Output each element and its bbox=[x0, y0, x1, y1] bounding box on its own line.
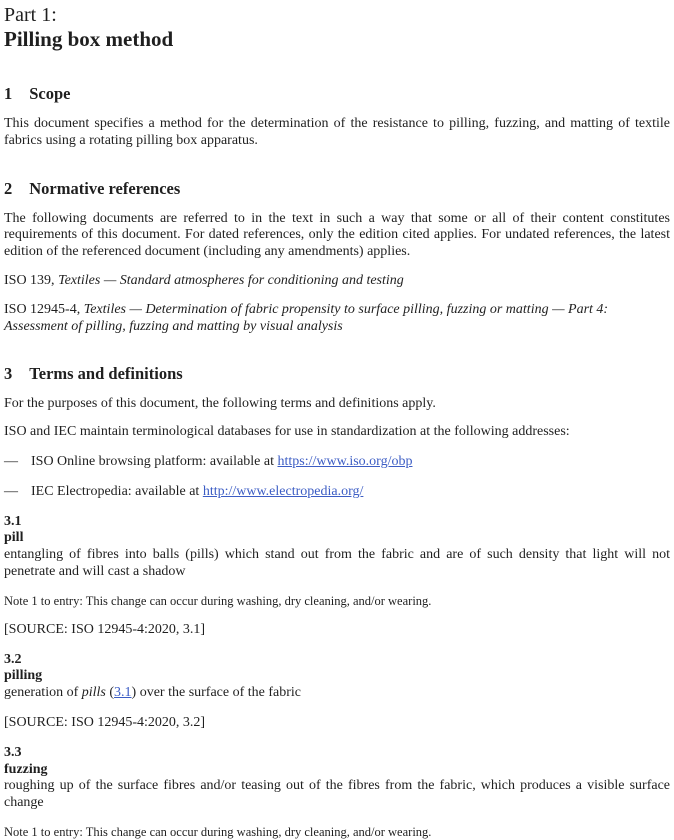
term-definition: entangling of fibres into balls (pills) which stand out from the fabric and are of such density that light will not penetrate and will cast a shadow bbox=[4, 547, 670, 579]
term-name: pill bbox=[4, 530, 24, 546]
list-item-content bbox=[31, 454, 412, 471]
list-item-text: IEC Electropedia: available at bbox=[31, 483, 203, 499]
definition-text: ) over the surface of the fabric bbox=[131, 685, 302, 701]
list-item-text: ISO Online browsing platform: available at bbox=[31, 454, 278, 470]
reference-label: ISO 12945-4, bbox=[4, 301, 84, 317]
list-item-iec-electropedia bbox=[4, 484, 670, 501]
term-definition: roughing up of the surface fibres and/or teasing out of the fibres from the fabric, which produces a visible surface change bbox=[4, 778, 670, 811]
term-note-3-3: Note 1 to entry: This change can occur during washing, dry cleaning, and/or wearing. bbox=[4, 824, 432, 839]
section-heading-terms-and-definitions bbox=[4, 365, 670, 384]
terminology-databases-paragraph: ISO and IEC maintain terminological databases for use in standardization at the following addresses: bbox=[4, 424, 570, 440]
section-number: 2 bbox=[4, 178, 13, 198]
reference-iso-12945-4 bbox=[4, 302, 670, 336]
doc-part-label: Part 1: bbox=[4, 4, 57, 26]
document-page bbox=[4, 3, 670, 840]
section-number: 3 bbox=[4, 364, 13, 384]
section-heading-normative-references bbox=[4, 180, 670, 199]
term-definition bbox=[4, 685, 670, 702]
doc-title: Pilling box method bbox=[4, 27, 174, 51]
reference-iso-139 bbox=[4, 273, 670, 290]
section-title: Normative references bbox=[29, 178, 181, 198]
section-title: Terms and definitions bbox=[29, 364, 183, 384]
term-note-3-1: Note 1 to entry: This change can occur during washing, dry cleaning, and/or wearing. bbox=[4, 593, 432, 608]
section-number: 1 bbox=[4, 84, 13, 104]
term-entry-3-2 bbox=[4, 652, 670, 702]
definition-term-italic: pills bbox=[81, 685, 106, 701]
reference-label: ISO 139, bbox=[4, 273, 59, 289]
term-source-3-1: [SOURCE: ISO 12945-4:2020, 3.1] bbox=[4, 621, 206, 637]
dash-bullet: — bbox=[4, 483, 18, 499]
link-cross-reference-3-1[interactable]: 3.1 bbox=[114, 685, 132, 701]
dash-bullet: — bbox=[4, 454, 18, 470]
list-item-content bbox=[31, 484, 363, 501]
term-number: 3.3 bbox=[4, 744, 22, 760]
term-number: 3.1 bbox=[4, 513, 22, 529]
term-entry-3-1 bbox=[4, 514, 670, 581]
scope-paragraph: This document specifies a method for the determination of the resistance to pilling, fuzzing, and matting of textile fabrics using a rotating pilling box apparatus. bbox=[4, 116, 670, 148]
reference-title: Textiles — Standard atmospheres for conditioning and testing bbox=[58, 273, 404, 289]
term-entry-3-3 bbox=[4, 745, 670, 812]
reference-title: Textiles — Determination of fabric propensity to surface pilling, fuzzing or matting — Part 4: Assessment of pilling, fuzzing and matting by visual analysis bbox=[4, 301, 609, 334]
link-iec-electropedia[interactable]: http://www.electropedia.org/ bbox=[202, 483, 364, 499]
list-item-iso-obp bbox=[4, 454, 670, 471]
definition-text: generation of bbox=[4, 685, 82, 701]
link-iso-obp[interactable]: https://www.iso.org/obp bbox=[277, 454, 413, 470]
terms-intro-paragraph: For the purposes of this document, the following terms and definitions apply. bbox=[4, 396, 436, 412]
section-title: Scope bbox=[29, 84, 71, 104]
term-name: fuzzing bbox=[4, 761, 48, 777]
term-name: pilling bbox=[4, 668, 43, 684]
normative-references-paragraph: The following documents are referred to in the text in such a way that some or all of their content constitutes requirements of this document. For dated references, only the edition cited applies. For undated references, the latest edition of the referenced document (including any amendments) applies. bbox=[4, 210, 670, 260]
term-source-3-2: [SOURCE: ISO 12945-4:2020, 3.2] bbox=[4, 714, 206, 730]
section-heading-scope bbox=[4, 85, 670, 104]
definition-text: ( bbox=[105, 685, 115, 701]
term-number: 3.2 bbox=[4, 651, 22, 667]
